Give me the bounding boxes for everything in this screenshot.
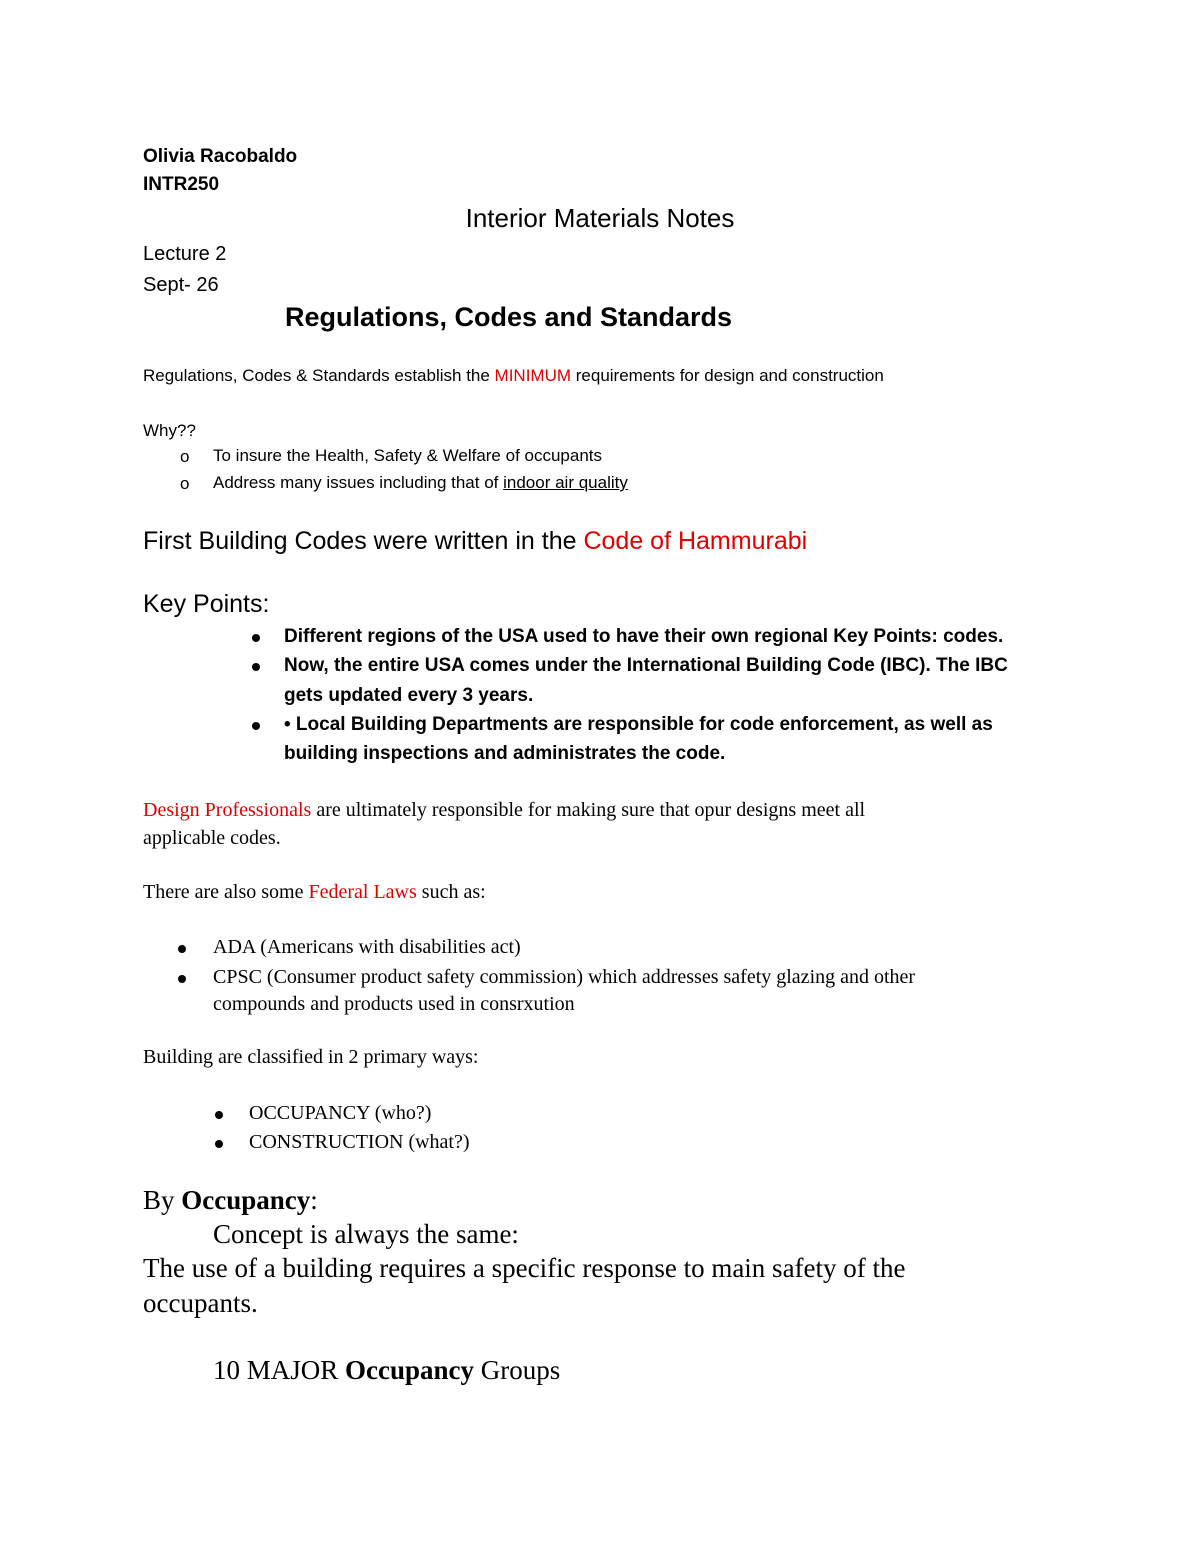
occupancy-bold: Occupancy <box>181 1185 311 1215</box>
design-professionals-line1 <box>143 799 865 822</box>
federal-item-ada: ADA (Americans with disabilities act) <box>213 936 521 958</box>
why-bullet-marker: o <box>180 474 190 493</box>
use-line-2: occupants. <box>143 1288 258 1318</box>
indoor-air-quality-underlined: indoor air quality <box>503 473 628 492</box>
concept-line: Concept is always the same: <box>213 1219 519 1249</box>
federal-text-before: There are also some <box>143 881 309 903</box>
design-professionals-text: are ultimately responsible for making sure that opur designs meet all <box>311 799 866 821</box>
groups-occupancy-bold: Occupancy <box>345 1355 475 1385</box>
bullet-dot <box>215 1140 223 1148</box>
first-codes-heading <box>143 527 807 556</box>
occupancy-groups-heading <box>213 1355 560 1386</box>
colon-text: : <box>310 1185 318 1215</box>
design-professionals-line2: applicable codes. <box>143 827 281 849</box>
key-point-ibc: Now, the entire USA comes under the International Building Code (IBC). The IBC <box>284 655 1008 676</box>
why-label: Why?? <box>143 421 196 440</box>
intro-text-after: requirements for design and construction <box>571 366 884 385</box>
federal-item-cpsc: CPSC (Consumer product safety commission) which addresses safety glazing and other <box>213 966 916 988</box>
intro-text-before: Regulations, Codes & Standards establish the <box>143 366 495 385</box>
bullet-dot <box>252 634 260 642</box>
why-item-health: To insure the Health, Safety & Welfare of occupants <box>213 446 603 465</box>
by-occupancy-heading <box>143 1185 318 1216</box>
minimum-highlight: MINIMUM <box>494 366 572 385</box>
why-bullet-marker: o <box>180 447 190 466</box>
intro-paragraph <box>143 366 884 386</box>
document-title: Interior Materials Notes <box>465 203 735 233</box>
course-code: INTR250 <box>143 174 220 195</box>
federal-laws-highlight: Federal Laws <box>308 881 417 903</box>
groups-text-before: 10 MAJOR <box>213 1355 346 1385</box>
key-point-local-continued: building inspections and administrates the code. <box>284 743 726 764</box>
section-title: Regulations, Codes and Standards <box>285 302 733 332</box>
bullet-dot <box>215 1111 223 1119</box>
first-codes-text: First Building Codes were written in the <box>143 527 584 555</box>
key-point-regions: Different regions of the USA used to have their own regional Key Points: codes. <box>284 626 1004 647</box>
hammurabi-highlight: Code of Hammurabi <box>583 527 808 555</box>
key-point-ibc-continued: gets updated every 3 years. <box>284 685 534 706</box>
bullet-dot <box>252 663 260 671</box>
classification-occupancy: OCCUPANCY (who?) <box>249 1102 432 1124</box>
federal-text-after: such as: <box>416 881 486 903</box>
use-line-1: The use of a building requires a specific response to main safety of the <box>143 1253 906 1283</box>
bullet-dot <box>178 945 186 953</box>
design-professionals-highlight: Design Professionals <box>143 799 312 821</box>
classification-construction: CONSTRUCTION (what?) <box>249 1131 470 1153</box>
author-name: Olivia Racobaldo <box>143 146 298 167</box>
bullet-dot <box>252 722 260 730</box>
lecture-date: Sept- 26 <box>143 274 219 296</box>
key-points-label: Key Points: <box>143 590 270 618</box>
why-item-air-quality <box>213 473 628 493</box>
key-point-local-departments: • Local Building Departments are responsible for code enforcement, as well as <box>284 714 993 735</box>
federal-item-cpsc-continued: compounds and products used in consrxution <box>213 993 575 1015</box>
classification-text: Building are classified in 2 primary ways: <box>143 1046 479 1068</box>
groups-text-after: Groups <box>474 1355 561 1385</box>
bullet-dot <box>178 975 186 983</box>
federal-laws-paragraph <box>143 881 486 904</box>
by-text: By <box>143 1185 182 1215</box>
lecture-number: Lecture 2 <box>143 243 227 265</box>
why-item-text: Address many issues including that of <box>213 473 504 492</box>
